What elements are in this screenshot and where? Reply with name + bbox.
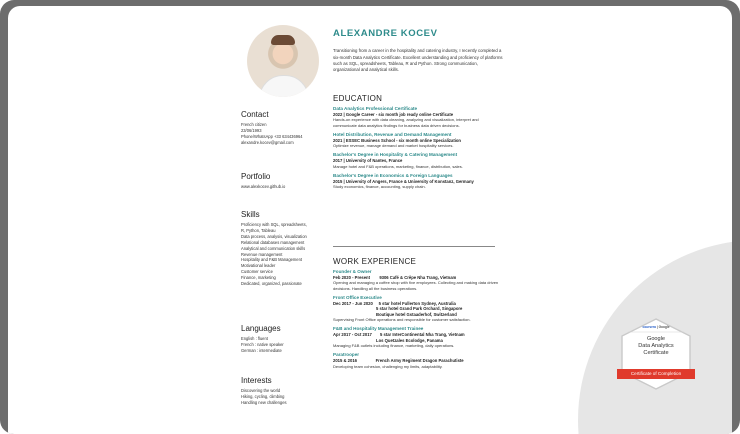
language-line: English : fluent (241, 336, 268, 341)
badge-title-line: Certificate (643, 350, 669, 356)
contact-line: alexandre.kocev@gmail.com (241, 139, 294, 145)
work-subtitle: Boutique hotel Gstaaderhof, Switzerland (333, 311, 457, 317)
portfolio-link[interactable]: www.alexkocev.github.io (241, 184, 286, 189)
interests-section (241, 376, 287, 406)
work-description: Opening and managing a coffee shop with five employees. Collecting and making data driven decisions. Handling all the business operations. (333, 280, 499, 291)
education-title: Bachelor's Degree in Economics & Foreign Languages (333, 173, 453, 179)
skill-line: Finance, marketing (241, 275, 276, 281)
work-description: Managing F&B outlets including finance, marketing, daily operations. (333, 343, 455, 349)
resume-page (8, 6, 732, 434)
contact-line: 23/06/1993 (241, 127, 262, 133)
work-title: F&B and Hospitality Management Trainee (333, 326, 424, 332)
education-title: Bachelor's Degree in Hospitality & Catering Management (333, 152, 458, 158)
badge-partner-label: Google (658, 325, 670, 329)
education-description: Study economics, finance, accounting, supply chain. (333, 184, 426, 190)
education-subtitle: 2022 | Google Career - six month job ready online Certificate (333, 112, 454, 117)
education-description: Optimize revenue, manage demand and market hospitality services. (333, 143, 454, 149)
language-line: French : native speaker (241, 341, 284, 347)
work-section (333, 257, 503, 373)
work-subtitle: Feb 2020 - Present 9306 Café & Crêpe Nha Trang, Vietnam (333, 275, 457, 280)
resume-summary: Transitioning from a career in the hospitality and catering industry, I recently completed a six-month Data Analytics Certificate. Excellent understanding and proficiency of platforms such as SQL, spreadsheets, Tableau, R and Python. Strong communication, organizational and analytical skills. (333, 48, 503, 72)
education-item (333, 152, 503, 169)
work-description: Developing team cohesion, challenging my limits, adaptability. (333, 363, 443, 369)
contact-section (241, 110, 303, 146)
education-subtitle: 2021 | ESSEC Business School - six month online Specialization (333, 137, 461, 143)
skill-line: Customer service (241, 269, 273, 275)
skills-heading: Skills (241, 210, 260, 219)
profile-photo (247, 25, 319, 97)
work-subtitle: 2015 & 2016 French Army Regiment Dragon Parachutiste (333, 358, 464, 364)
portfolio-section (241, 172, 285, 190)
contact-line: Phone/WhatsApp +33 634436964 (241, 133, 303, 139)
education-section (333, 94, 503, 194)
skill-line: Analytical and communication skills (241, 245, 306, 251)
badge-title-line: Google (646, 336, 666, 342)
badge-ribbon: Certificate of Completion (617, 369, 695, 379)
education-description: Hands-on experience with data cleaning, analyzing and visualization, interpret and communicate data analytics findings for business data driven decisions. (333, 117, 479, 128)
resume-name: ALEXANDRE KOCEV (333, 28, 438, 39)
education-subtitle: 2017 | University of Nantes, France (333, 158, 403, 164)
work-item (333, 326, 503, 348)
certificate-badge (620, 318, 692, 390)
education-title: Data Analytics Professional Certificate (333, 106, 418, 111)
education-heading: EDUCATION (333, 94, 383, 103)
education-item (333, 106, 503, 128)
education-item (333, 132, 503, 149)
skill-line: R, Python, Tableau (241, 227, 276, 233)
education-subtitle: 2015 | University of Angers, France & University of Konstanz, Germany (333, 179, 474, 185)
interest-line: Discovering the world (241, 388, 281, 393)
section-divider (333, 246, 495, 247)
profile-photo-shirt (259, 75, 309, 97)
profile-photo-hair (271, 35, 295, 45)
skills-section (241, 210, 307, 287)
badge-coursera-label: coursera (642, 325, 656, 329)
work-item (333, 295, 503, 322)
skill-line: Proficiency with SQL, spreadsheets, (241, 222, 307, 227)
interests-heading: Interests (241, 376, 272, 385)
education-description: Manage hotel and F&B operations, marketing, finance, distribution, sales. (333, 163, 463, 169)
interest-line: Hiking, cycling, climbing (241, 393, 285, 399)
work-description: Supervising Front Office operations and responsible for customer satisfaction. (333, 317, 471, 323)
work-title: Founder & Owner (333, 269, 372, 274)
work-item (333, 269, 503, 291)
skill-line: Relational databases management (241, 239, 305, 245)
badge-title (620, 336, 692, 357)
skill-line: Motivational leader (241, 263, 276, 269)
work-heading: WORK EXPERIENCE (333, 257, 417, 266)
work-subtitle: Dec 2017 - Jun 2020 5 star hotel Fullerton Sydney, Australia (333, 300, 456, 306)
work-title: Paratrooper (333, 352, 360, 358)
work-subtitle: 5 star hotel Grand Park Orchard, Singapore (333, 306, 463, 312)
skill-line: Revenue management (241, 251, 283, 257)
contact-line: French citizen (241, 122, 267, 127)
contact-heading: Contact (241, 110, 269, 119)
interest-line: Handling new challenges (241, 399, 287, 405)
language-line: German : intermediate (241, 347, 282, 353)
work-title: Front Office Executive (333, 294, 382, 300)
work-subtitle: Los Quetzales Ecolodge, Panama (333, 337, 443, 343)
education-item (333, 173, 503, 190)
badge-title-line: Data Analytics (638, 343, 674, 349)
education-title: Hotel Distribution, Revenue and Demand Management (333, 131, 452, 137)
work-item (333, 352, 503, 369)
languages-heading: Languages (241, 324, 281, 333)
languages-section (241, 324, 284, 354)
skill-line: Dedicated, organized, passionate (241, 281, 302, 287)
skill-line: Data process, analysis, visualization (241, 233, 307, 239)
skill-line: Hospitality and F&B Management (241, 257, 302, 263)
work-subtitle: Apr 2017 - Oct 2017 5 star InterContinental Nha Trang, Vietnam (333, 332, 465, 338)
portfolio-heading: Portfolio (241, 172, 271, 181)
badge-brand-line: coursera | Google (642, 325, 670, 329)
